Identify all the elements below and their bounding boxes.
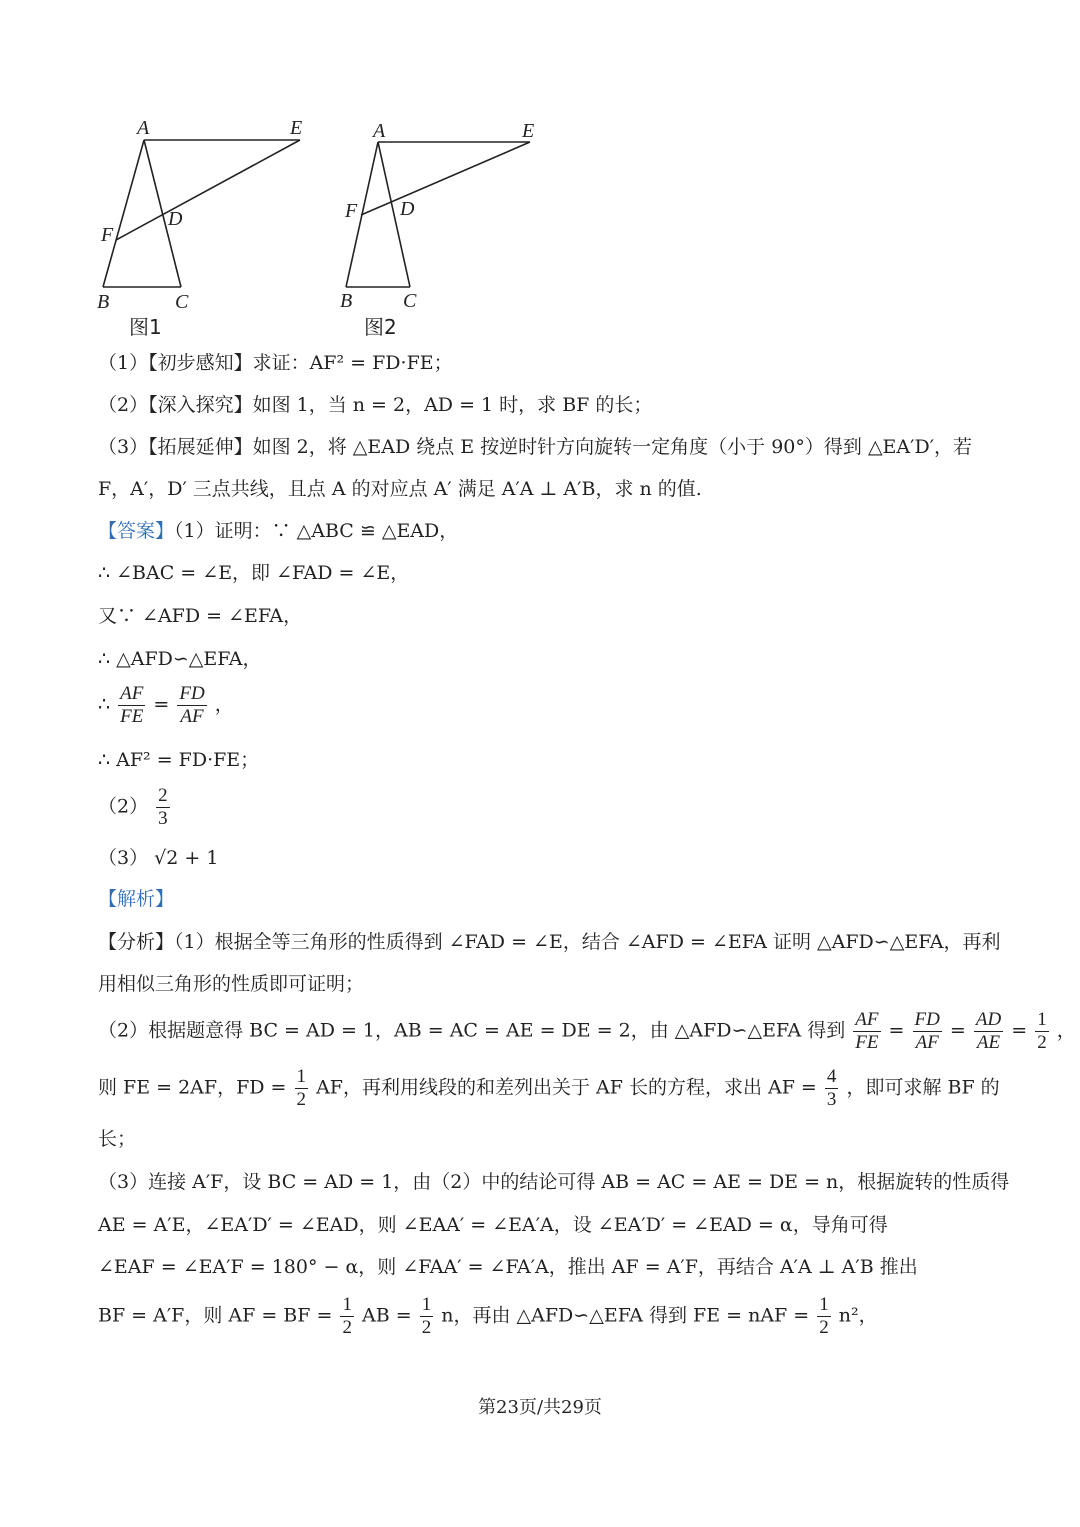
analysis-9-text-2: AB = [362, 1304, 412, 1327]
numerator: AF [855, 1009, 879, 1030]
analysis-3-fraction-2 [913, 1009, 942, 1054]
answer-7-fraction [156, 785, 170, 830]
numerator: 4 [826, 1066, 837, 1087]
analysis-3-fraction-3 [974, 1009, 1003, 1054]
analysis-9-text-1: BF = A′F，则 AF = BF = [98, 1304, 333, 1327]
numerator: AD [975, 1009, 1002, 1030]
fig1-point-e: E [290, 117, 303, 139]
denominator: 2 [421, 1317, 432, 1338]
denominator: AF [180, 706, 204, 727]
denominator: 2 [819, 1317, 829, 1338]
fig2-caption: 图2 [364, 315, 397, 339]
equals-sign: = [1011, 1019, 1028, 1042]
fig2-point-f: F [345, 200, 358, 222]
fig1-point-a: A [137, 117, 150, 139]
analysis-para-3 [98, 1009, 1076, 1054]
equals-sign: = [949, 1019, 966, 1042]
answer-line-8: （3） √2 + 1 [98, 847, 219, 869]
denominator: 2 [342, 1317, 352, 1338]
analysis-para-2: 用相似三角形的性质即可证明； [98, 973, 365, 995]
denominator: 2 [296, 1089, 307, 1110]
answer-label: 【答案】 [98, 520, 175, 542]
answer-line-3: 又∵ ∠AFD = ∠EFA， [98, 605, 303, 627]
analysis-label: 【解析】 [98, 888, 175, 910]
analysis-4-text-3: ，即可求解 BF 的 [846, 1076, 1000, 1099]
numerator: 1 [1037, 1009, 1047, 1030]
equals-sign: = [888, 1019, 905, 1042]
denominator: 3 [826, 1089, 837, 1110]
answer-line-5 [98, 683, 234, 728]
fig2-point-d: D [400, 198, 415, 220]
denominator: 2 [1037, 1032, 1047, 1053]
analysis-para-1: 【分析】（1）根据全等三角形的性质得到 ∠FAD = ∠E，结合 ∠AFD = ∠EFA 证明 △AFD∽△EFA，再利 [98, 931, 1001, 953]
numerator: AF [120, 683, 144, 704]
analysis-para-6: （3）连接 A′F，设 BC = AD = 1，由（2）中的结论可得 AB = AC = AE = DE = n，根据旋转的性质得 [98, 1171, 1010, 1193]
analysis-para-9 [98, 1294, 878, 1339]
numerator: 1 [342, 1294, 352, 1315]
question-1: （1）【初步感知】求证：AF² = FD·FE； [98, 352, 453, 374]
fig1-point-d: D [168, 208, 183, 230]
numerator: FD [914, 1009, 940, 1030]
analysis-3-fraction-1 [853, 1009, 880, 1054]
numerator: 2 [158, 785, 168, 806]
denominator: FE [120, 706, 144, 727]
denominator: 3 [158, 808, 168, 829]
question-2: （2）【深入探究】如图 1，当 n = 2，AD = 1 时，求 BF 的长； [98, 394, 653, 416]
fig2-point-e: E [522, 120, 535, 142]
analysis-3-fraction-4 [1035, 1009, 1049, 1054]
page-footer: 第23页/共29页 [478, 1397, 602, 1418]
answer-line-2: ∴ ∠BAC = ∠E，即 ∠FAD = ∠E， [98, 562, 410, 584]
question-3-line-1: （3）【拓展延伸】如图 2，将 △EAD 绕点 E 按逆时针方向旋转一定角度（小于 90°）得到 △EA′D′，若 [98, 436, 973, 458]
numerator: 1 [296, 1066, 307, 1087]
fig1-caption: 图1 [129, 315, 162, 339]
denominator: AF [915, 1032, 939, 1053]
analysis-9-fraction-2 [420, 1294, 434, 1339]
analysis-para-8: ∠EAF = ∠EA′F = 180° − α，则 ∠FAA′ = ∠FA′A，推出 AF = A′F，再结合 A′A ⊥ A′B 推出 [98, 1256, 918, 1278]
figure-2 [330, 115, 550, 320]
analysis-para-4 [98, 1066, 1000, 1111]
answer-5-fraction-2 [177, 683, 206, 728]
answer-line-4: ∴ △AFD∽△EFA， [98, 648, 262, 670]
fig2-point-b: B [340, 290, 353, 312]
analysis-9-text-3: n，再由 △AFD∽△EFA 得到 FE = nAF = [441, 1304, 810, 1327]
figure-1 [90, 110, 320, 320]
answer-text-1: （1）证明：∵ △ABC ≌ △EAD， [174, 520, 459, 542]
numerator: FD [179, 683, 205, 704]
analysis-para-5: 长； [98, 1128, 137, 1150]
fig2-point-c: C [403, 290, 417, 312]
answer-5-therefore: ∴ [98, 693, 111, 716]
fig1-point-c: C [175, 291, 189, 313]
answer-line-7 [98, 785, 172, 830]
analysis-9-fraction-3 [817, 1294, 831, 1339]
analysis-4-fraction-2 [825, 1066, 839, 1111]
numerator: 1 [819, 1294, 829, 1315]
answer-line-6: ∴ AF² = FD·FE； [98, 749, 260, 771]
fig1-point-f: F [101, 224, 114, 246]
analysis-4-text-2: AF，再利用线段的和差列出关于 AF 长的方程，求出 AF = [316, 1076, 817, 1099]
answer-line-1 [98, 516, 458, 546]
denominator: FE [855, 1032, 879, 1053]
equals-sign: = [153, 693, 170, 716]
analysis-para-7: AE = A′E，∠EA′D′ = ∠EAD，则 ∠EAA′ = ∠EA′A，设 ∠EA′D′ = ∠EAD = α，导角可得 [98, 1214, 888, 1236]
comma: ， [1056, 1019, 1076, 1042]
analysis-9-text-4: n²， [838, 1304, 878, 1327]
fig1-point-b: B [97, 291, 110, 313]
answer-5-fraction-1 [118, 683, 145, 728]
question-3-line-2: F，A′，D′ 三点共线，且点 A 的对应点 A′ 满足 A′A ⊥ A′B，求 n 的值. [98, 478, 702, 500]
numerator: 1 [421, 1294, 432, 1315]
analysis-9-fraction-1 [340, 1294, 354, 1339]
denominator: AE [976, 1032, 1001, 1053]
analysis-4-text-1: 则 FE = 2AF，FD = [98, 1076, 287, 1099]
answer-7-index: （2） [98, 795, 149, 818]
analysis-4-fraction-1 [295, 1066, 309, 1111]
fig2-point-a: A [373, 120, 386, 142]
analysis-3-text: （2）根据题意得 BC = AD = 1，AB = AC = AE = DE = 2，由 △AFD∽△EFA 得到 [98, 1019, 846, 1042]
comma: ， [214, 693, 234, 716]
